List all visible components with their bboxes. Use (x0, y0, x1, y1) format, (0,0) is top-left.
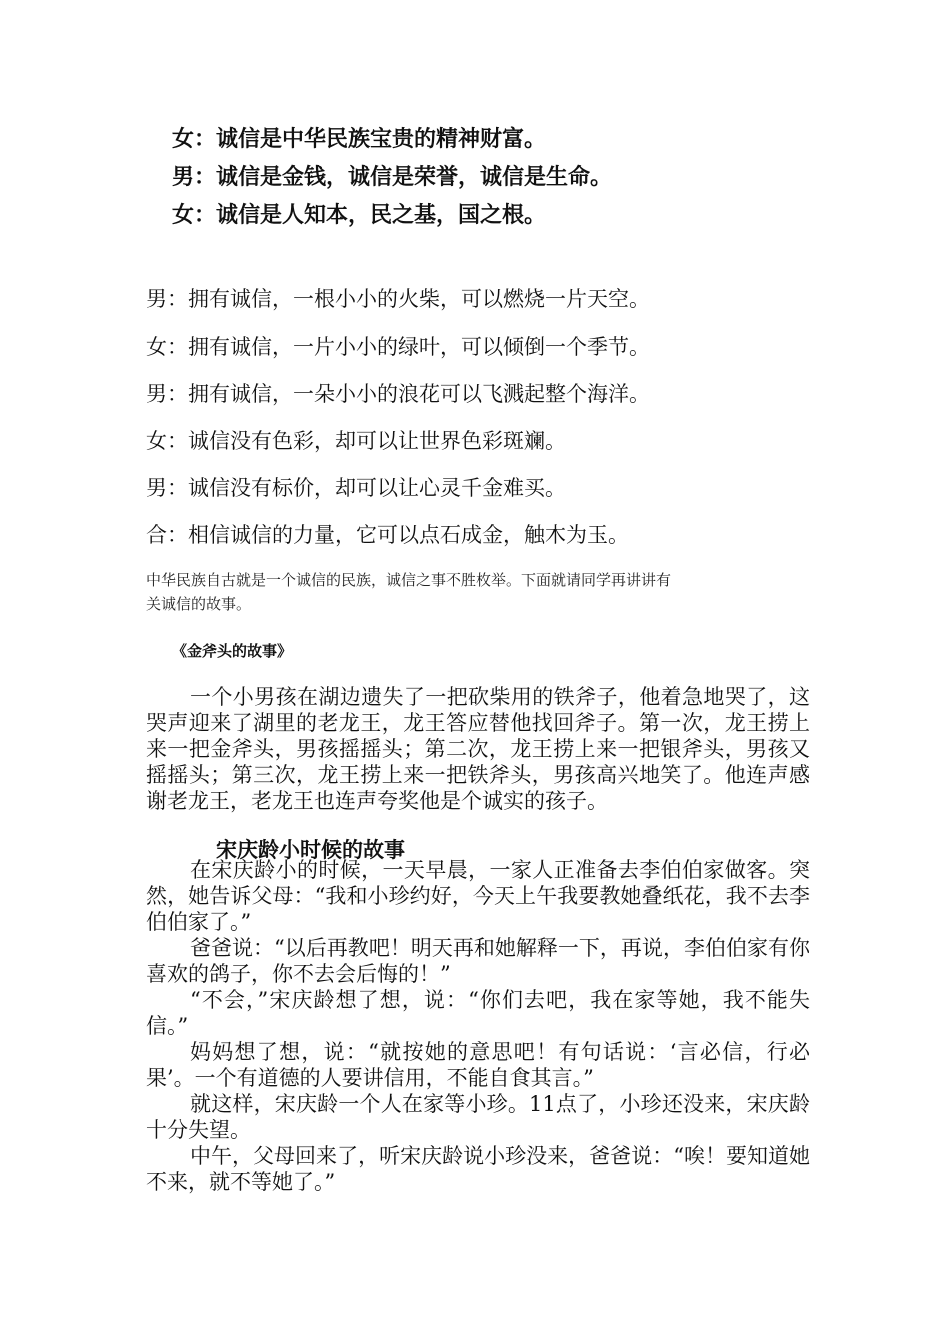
story-paragraph: 妈妈想了想，说：“就按她的意思吧！有句话说：‘言必信，行必果’。一个有道德的人要讲信用，不能自食其言。” (146, 1040, 810, 1090)
story-title: 《金斧头的故事》 (172, 642, 293, 660)
transition-text: 关诚信的故事。 (146, 595, 252, 613)
transition-text: 中华民族自古就是一个诚信的民族，诚信之事不胜枚举。下面就请同学再讲讲有 (146, 571, 672, 589)
story-paragraph: 中午，父母回来了，听宋庆龄说小珍没来，爸爸说：“唉！要知道她不来，就不等她了。” (146, 1144, 810, 1194)
story-paragraph: 就这样，宋庆龄一个人在家等小珍。11点了，小珍还没来，宋庆龄十分失望。 (146, 1092, 810, 1142)
dialog-line: 女：诚信没有色彩，却可以让世界色彩斑斓。 (146, 429, 566, 453)
dialog-line: 男：拥有诚信，一朵小小的浪花可以飞溅起整个海洋。 (146, 382, 650, 406)
story-paragraph: “不会，”宋庆龄想了想，说：“你们去吧，我在家等她，我不能失信。” (146, 988, 810, 1038)
dialog-line: 男：诚信没有标价，却可以让心灵千金难买。 (146, 476, 566, 500)
intro-line: 女：诚信是中华民族宝贵的精神财富。 (172, 127, 547, 152)
dialog-line: 女：拥有诚信，一片小小的绿叶，可以倾倒一个季节。 (146, 335, 650, 359)
story-title: 宋庆龄小时候的故事 (216, 838, 405, 862)
intro-line: 男：诚信是金钱，诚信是荣誉，诚信是生命。 (172, 165, 613, 190)
story-paragraph: 爸爸说：“以后再教吧！明天再和她解释一下，再说，李伯伯家有你喜欢的鸽子，你不去会后悔的！” (146, 936, 810, 986)
story-paragraph: 一个小男孩在湖边遗失了一把砍柴用的铁斧子，他着急地哭了，这哭声迎来了湖里的老龙王，龙王答应替他找回斧子。第一次，龙王捞上来一把金斧头，男孩摇摇头；第二次，龙王捞上来一把银斧头，男孩又摇摇头；第三次，龙王捞上来一把铁斧头，男孩高兴地笑了。他连声感谢老龙王，老龙王也连声夸奖他是个诚实的孩子。 (146, 685, 810, 813)
intro-line: 女：诚信是人知本，民之基，国之根。 (172, 203, 547, 228)
story-paragraph: 在宋庆龄小的时候，一天早晨，一家人正准备去李伯伯家做客。突然，她告诉父母：“我和小珍约好，今天上午我要教她叠纸花，我不去李伯伯家了。” (146, 858, 810, 934)
dialog-line: 男：拥有诚信，一根小小的火柴，可以燃烧一片天空。 (146, 287, 650, 311)
dialog-line: 合：相信诚信的力量，它可以点石成金，触木为玉。 (146, 523, 629, 547)
